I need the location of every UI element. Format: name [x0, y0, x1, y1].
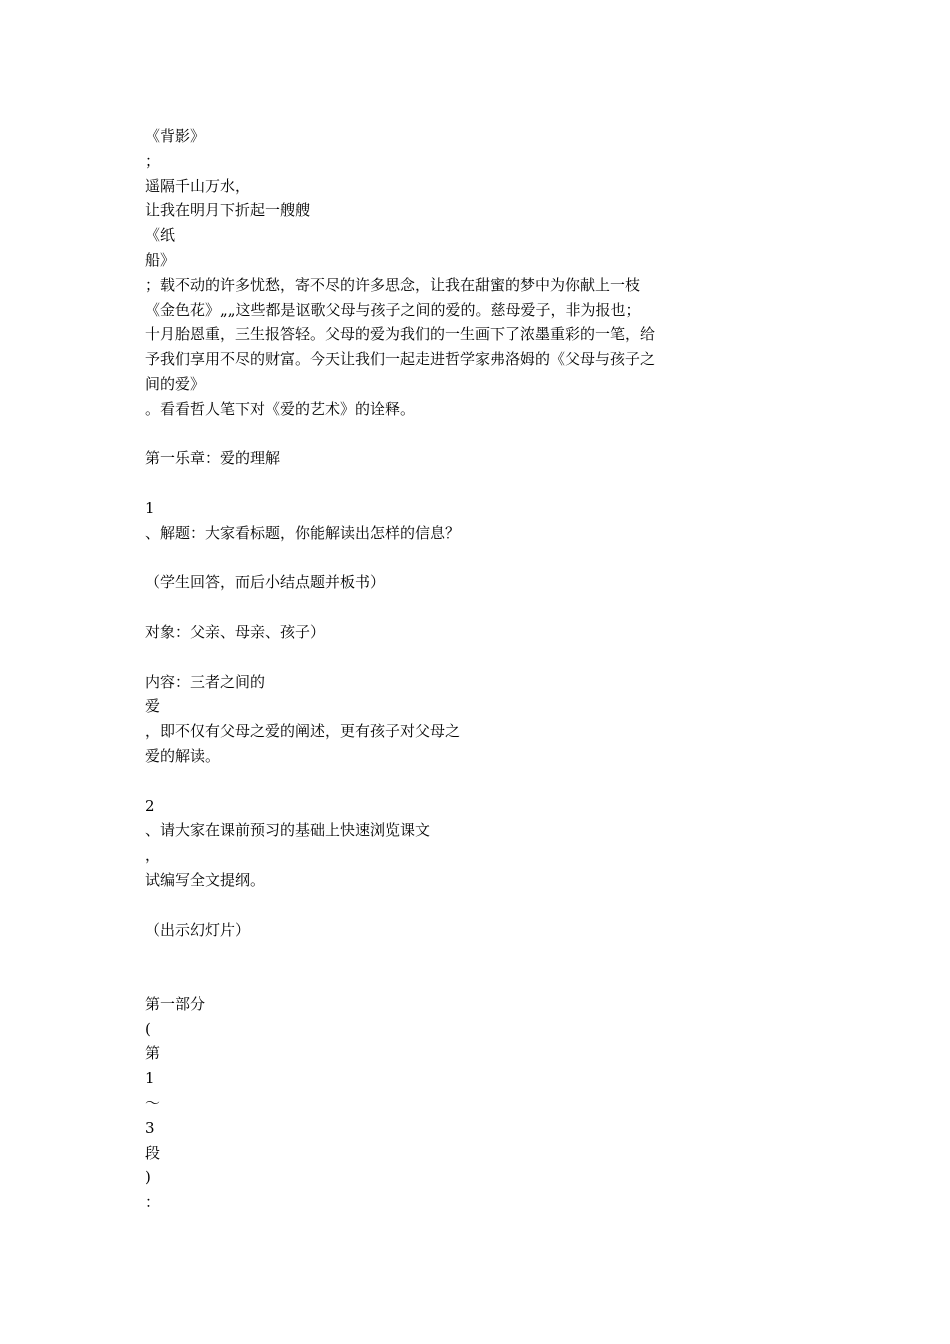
paragraph-gap — [145, 471, 735, 496]
text-line: ， — [145, 846, 161, 865]
text-line: 对象：父亲、母亲、孩子） — [145, 622, 326, 641]
text-line: ： — [145, 1193, 161, 1212]
text-line: ； — [145, 151, 161, 170]
text-line: 。看看哲人笔下对《爱的艺术》的诠释。 — [145, 399, 416, 418]
text-line: ) — [145, 1168, 151, 1187]
text-line: 十月胎恩重，三生报答轻。父母的爱为我们的一生画下了浓墨重彩的一笔，给 — [145, 325, 656, 344]
text-line: 遥隔千山万水， — [145, 176, 251, 195]
text-line: 第 — [145, 1044, 161, 1063]
text-line: （出示幻灯片） — [145, 920, 251, 939]
text-line: 、请大家在课前预习的基础上快速浏览课文 — [145, 821, 431, 840]
text-line: 《纸 — [145, 226, 176, 245]
text-line: ( — [145, 1019, 151, 1038]
paragraph-gap — [145, 422, 735, 447]
text-line: 予我们享用不尽的财富。今天让我们一起走进哲学家弗洛姆的《父母与孩子之 — [145, 350, 656, 369]
text-line: 、解题：大家看标题，你能解读出怎样的信息？ — [145, 523, 461, 542]
text-line: 《背影》 — [145, 127, 206, 145]
paragraph-gap — [145, 893, 735, 918]
text-line: 1 — [145, 498, 155, 517]
text-line: 段 — [145, 1143, 161, 1162]
text-line: 间的爱》 — [145, 374, 206, 393]
text-line: （学生回答，而后小结点题并板书） — [145, 573, 386, 592]
text-line: ，即不仅有父母之爱的阐述，更有孩子对父母之 — [145, 722, 461, 741]
section-heading: 第一乐章：爱的理解 — [145, 449, 281, 468]
text-line: 2 — [145, 796, 155, 815]
text-line: 爱 — [145, 697, 161, 716]
paragraph-gap — [145, 595, 735, 620]
document-body — [145, 124, 735, 1215]
text-line: 让我在明月下折起一艘艘 — [145, 201, 311, 220]
text-line: 船》 — [145, 250, 176, 269]
text-line: 第一部分 — [145, 994, 206, 1013]
text-line: 1 — [145, 1069, 155, 1088]
text-line: ；载不动的许多忧愁，寄不尽的许多思念，让我在甜蜜的梦中为你献上一枝 — [145, 275, 641, 294]
text-line: 试编写全文提纲。 — [145, 870, 266, 889]
text-line: ～ — [145, 1094, 161, 1113]
text-line: 《金色花》„„这些都是讴歌父母与孩子之间的爱的。慈母爱子，非为报也； — [145, 300, 641, 319]
text-line: 爱的解读。 — [145, 746, 221, 765]
text-line: 内容：三者之间的 — [145, 672, 266, 691]
paragraph-gap — [145, 942, 735, 992]
paragraph-gap — [145, 645, 735, 670]
paragraph-gap — [145, 769, 735, 794]
text-line: 3 — [145, 1118, 155, 1137]
paragraph-gap — [145, 546, 735, 571]
